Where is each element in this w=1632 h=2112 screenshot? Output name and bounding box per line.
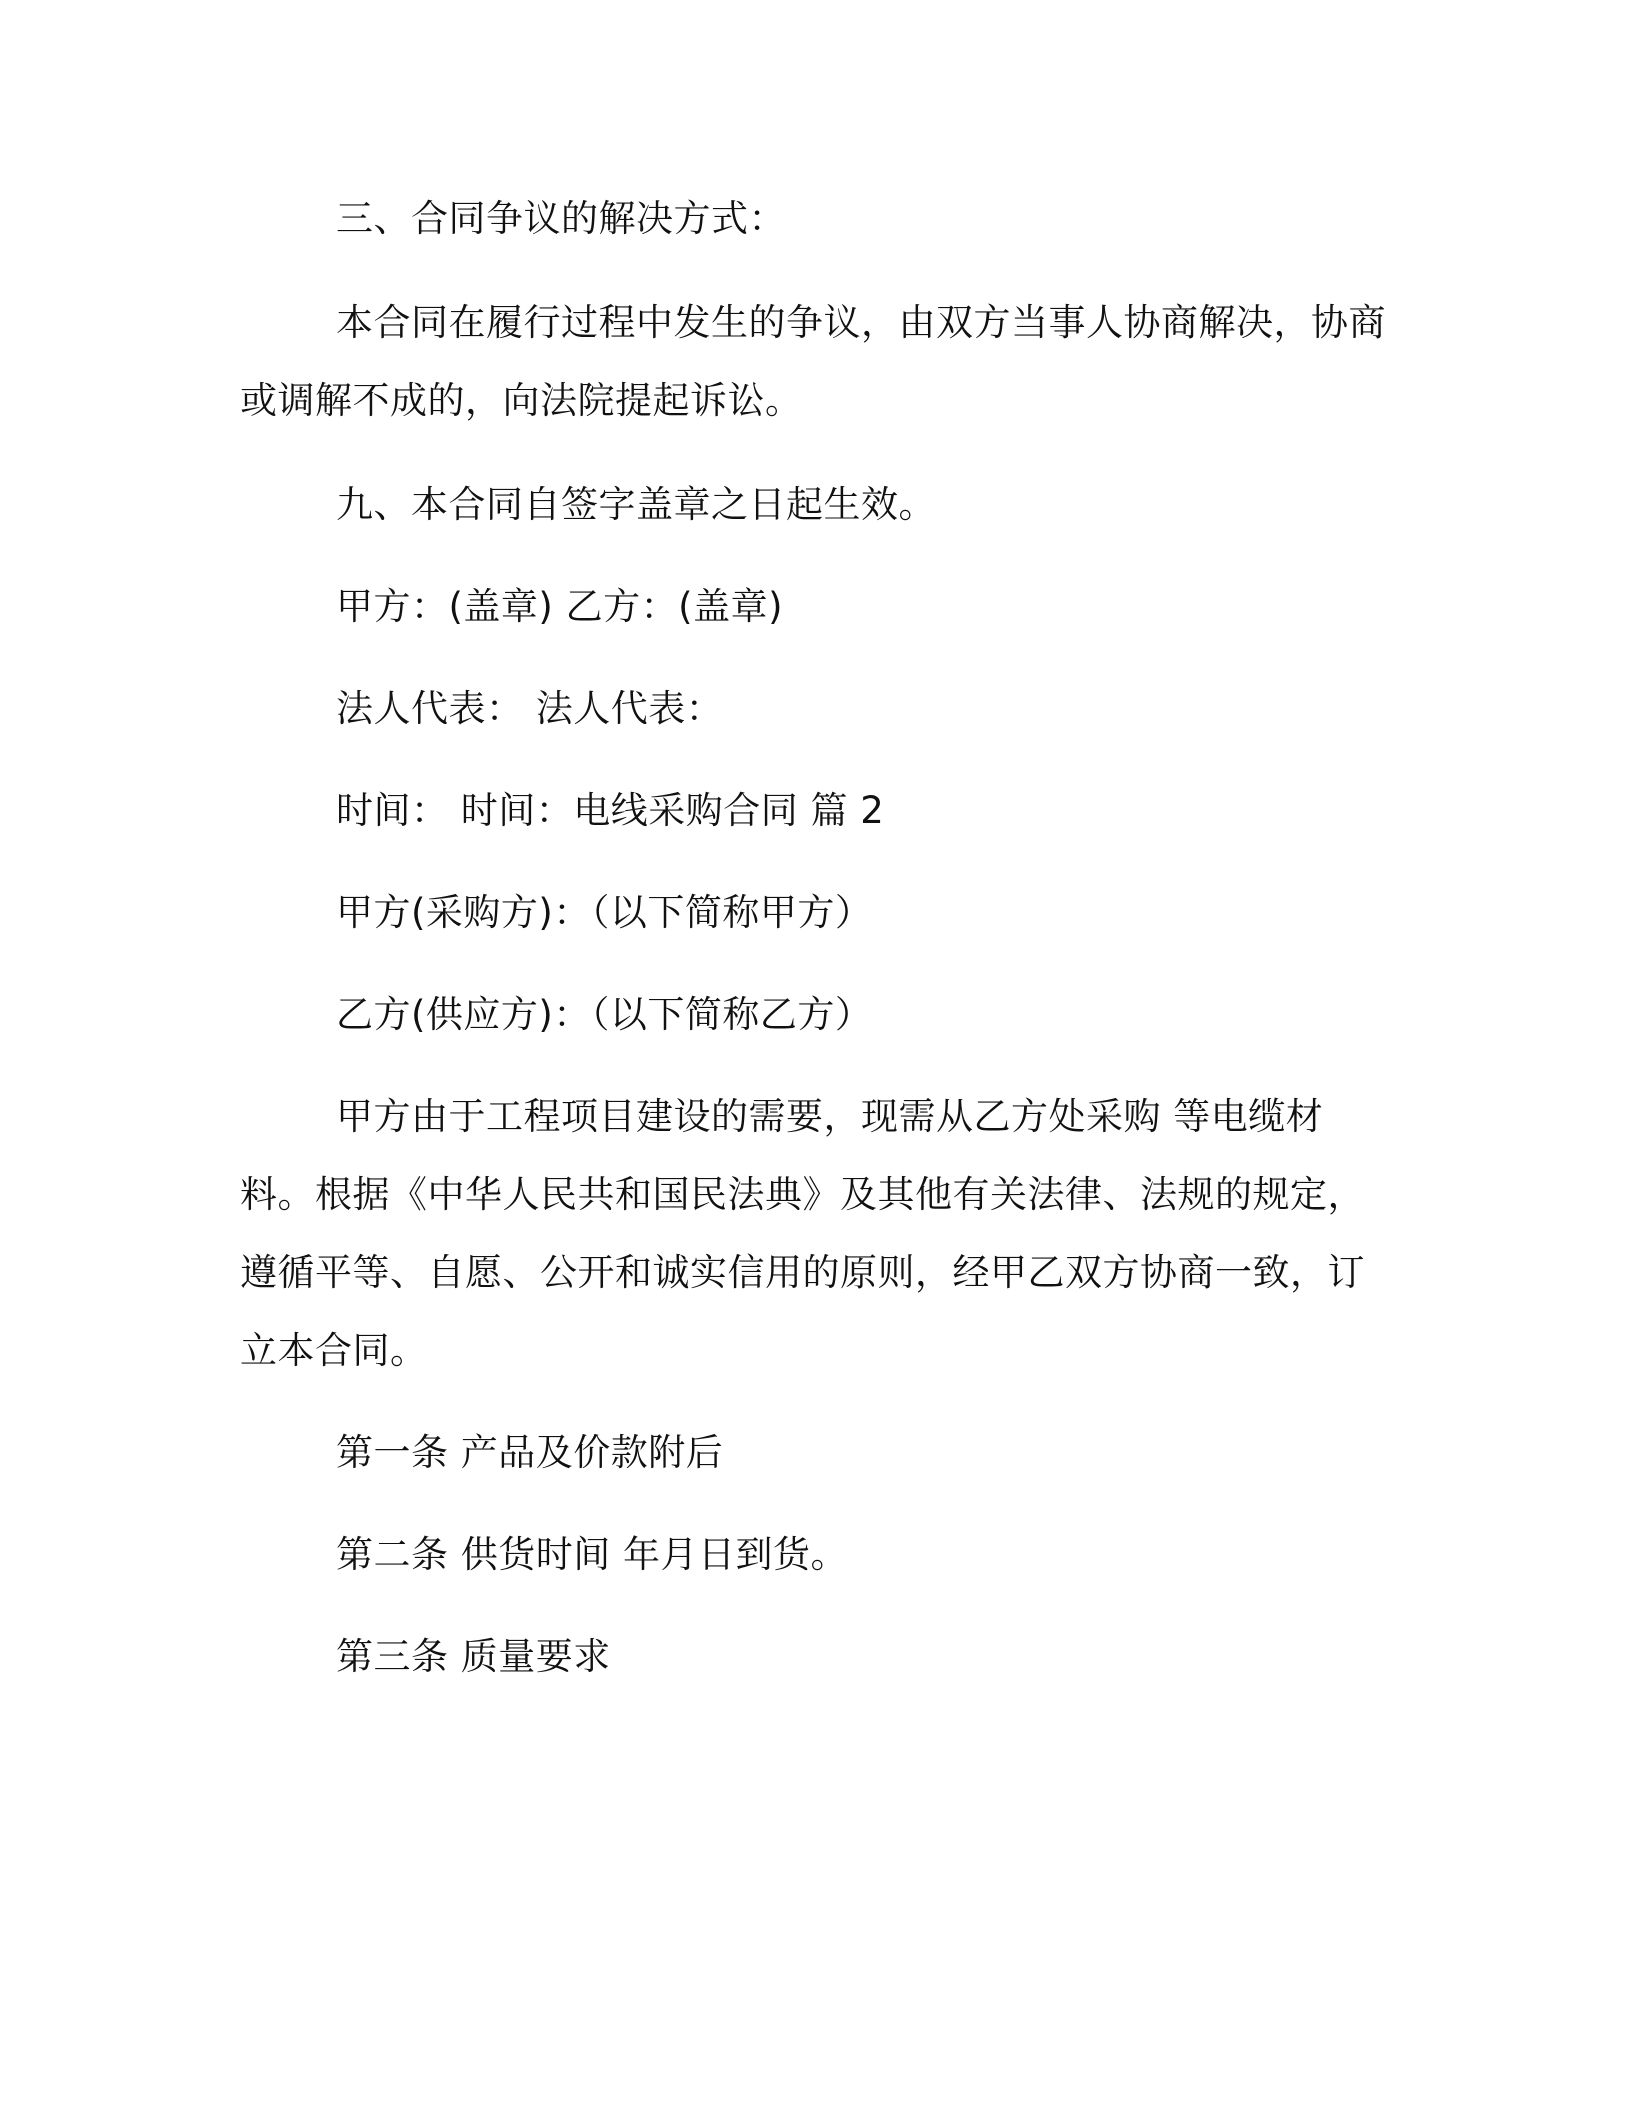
article-3: 第三条 质量要求 [336,1635,611,1678]
paragraph-party-b: 乙方(供应方)：（以下简称乙方） [336,993,873,1036]
article-1: 第一条 产品及价款附后 [336,1431,724,1474]
heading-dispute-resolution: 三、合同争议的解决方式： [336,197,786,240]
article-2: 第二条 供货时间 年月日到货。 [336,1533,849,1576]
paragraph-contract-purpose: 甲方由于工程项目建设的需要，现需从乙方处采购 等电缆材料。根据《中华人民共和国民法典》及其他有关法律、法规的规定，遵循平等、自愿、公开和诚实信用的原则，经甲乙双方协商一致，订立本合同。 [240,1095,1365,1372]
paragraph-party-a: 甲方(采购方)：（以下简称甲方） [336,891,873,934]
paragraph-legal-representative: 法人代表： 法人代表： [336,687,724,730]
paragraph-seal-line: 甲方：(盖章) 乙方：(盖章) [336,585,784,628]
paragraph-time-and-title: 时间： 时间：电线采购合同 篇 2 [336,789,885,832]
paragraph-dispute-text: 本合同在履行过程中发生的争议，由双方当事人协商解决，协商或调解不成的，向法院提起诉讼。 [240,301,1386,422]
paragraph-effective-date: 九、本合同自签字盖章之日起生效。 [336,483,936,526]
